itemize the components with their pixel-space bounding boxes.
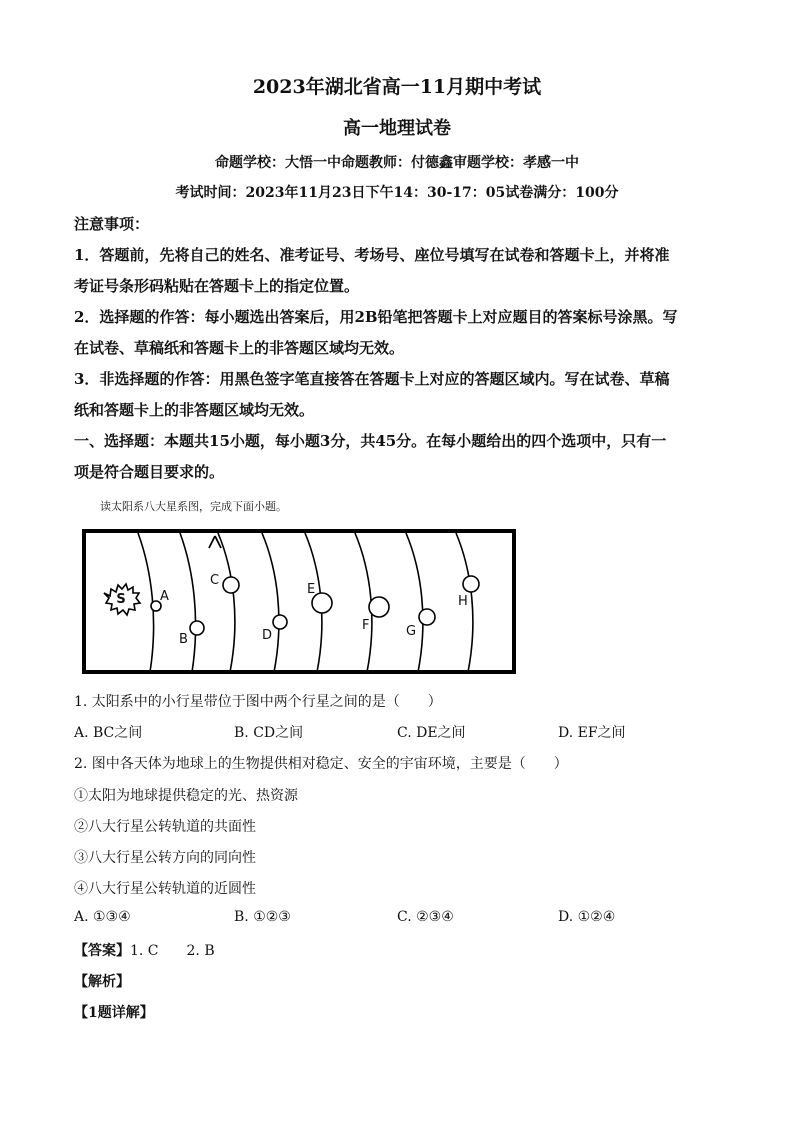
planet-label-h: H — [458, 594, 468, 609]
q1-option-b[interactable]: B. CD之间 — [234, 725, 304, 741]
exam-info: 考试时间：2023年11月23日下午14：30-17：05试卷满分：100分 — [175, 185, 619, 201]
analysis-label: 【解析】 — [74, 974, 130, 990]
notes-line: 纸和答题卡上的非答题区域均无效。 — [74, 401, 315, 419]
q1-option-a[interactable]: A. BC之间 — [74, 725, 143, 741]
q2-statement: ②八大行星公转轨道的共面性 — [74, 819, 256, 835]
orbit-line — [218, 533, 235, 672]
notes-line: 考证号条形码粘贴在答题卡上的指定位置。 — [74, 277, 360, 295]
q2-option-d[interactable]: D. ①②④ — [558, 909, 616, 925]
planet-c — [223, 577, 239, 593]
planet-label-b: B — [179, 632, 188, 647]
planet-d — [273, 615, 287, 629]
planet-h — [463, 576, 479, 592]
sun-label: S — [116, 592, 126, 607]
q2-option-a[interactable]: A. ①③④ — [74, 909, 131, 925]
diagram-frame — [84, 531, 514, 672]
planet-label-e: E — [307, 582, 316, 597]
q2-option-c[interactable]: C. ②③④ — [397, 909, 454, 925]
detail-label: 【1题详解】 — [74, 1005, 154, 1021]
notes-heading: 注意事项： — [74, 215, 150, 233]
exam-authors: 命题学校：大悟一中命题教师：付德鑫审题学校：孝感一中 — [215, 155, 579, 171]
notes-line: 3．非选择题的作答：用黑色签字笔直接答在答题卡上对应的答题区域内。写在试卷、草稿 — [74, 370, 670, 388]
section-heading: 一、选择题：本题共15小题，每小题3分，共45分。在每小题给出的四个选项中，只有一 — [74, 432, 667, 450]
exam-subtitle: 高一地理试卷 — [343, 118, 451, 139]
planet-label-f: F — [362, 618, 370, 633]
notes-line: 2．选择题的作答：每小题选出答案后，用2B铅笔把答题卡上对应题目的答案标号涂黑。写 — [74, 308, 678, 326]
orbit-line — [406, 533, 423, 672]
q1-option-c[interactable]: C. DE之间 — [397, 725, 466, 741]
orbit-line — [262, 533, 279, 672]
q2-statement: ④八大行星公转轨道的近圆性 — [74, 881, 256, 897]
figure-caption: 读太阳系八大星系图，完成下面小题。 — [100, 500, 287, 513]
planet-f — [369, 597, 389, 617]
planet-b — [190, 621, 204, 635]
orbit-line — [180, 533, 196, 672]
q2-option-b[interactable]: B. ①②③ — [234, 909, 291, 925]
notes-line: 1．答题前，先将自己的姓名、准考证号、考场号、座位号填写在试卷和答题卡上，并将准 — [74, 246, 670, 264]
q1-option-d[interactable]: D. EF之间 — [558, 725, 626, 741]
planet-label-c: C — [210, 573, 220, 588]
question-1-stem: 1. 太阳系中的小行星带位于图中两个行星之间的是（ ） — [74, 694, 442, 710]
planet-label-d: D — [262, 628, 273, 643]
planet-g — [419, 609, 435, 625]
q2-statement: ①太阳为地球提供稳定的光、热资源 — [74, 788, 298, 804]
section-heading: 项是符合题目要求的。 — [74, 463, 225, 481]
answer-line — [74, 940, 215, 960]
exam-title: 2023年湖北省高一11月期中考试 — [252, 76, 542, 98]
notes-line: 在试卷、草稿纸和答题卡上的非答题区域均无效。 — [74, 339, 405, 357]
answer-label: 【答案】 — [74, 943, 130, 959]
planet-label-a: A — [160, 589, 169, 604]
planet-label-g: G — [406, 624, 417, 639]
question-2-stem: 2. 图中各天体为地球上的生物提供相对稳定、安全的宇宙环境，主要是（ ） — [74, 756, 568, 772]
answer-text: 1. C 2. B — [130, 943, 215, 959]
q2-statement: ③八大行星公转方向的同向性 — [74, 850, 256, 866]
solar-system-diagram — [80, 526, 520, 678]
